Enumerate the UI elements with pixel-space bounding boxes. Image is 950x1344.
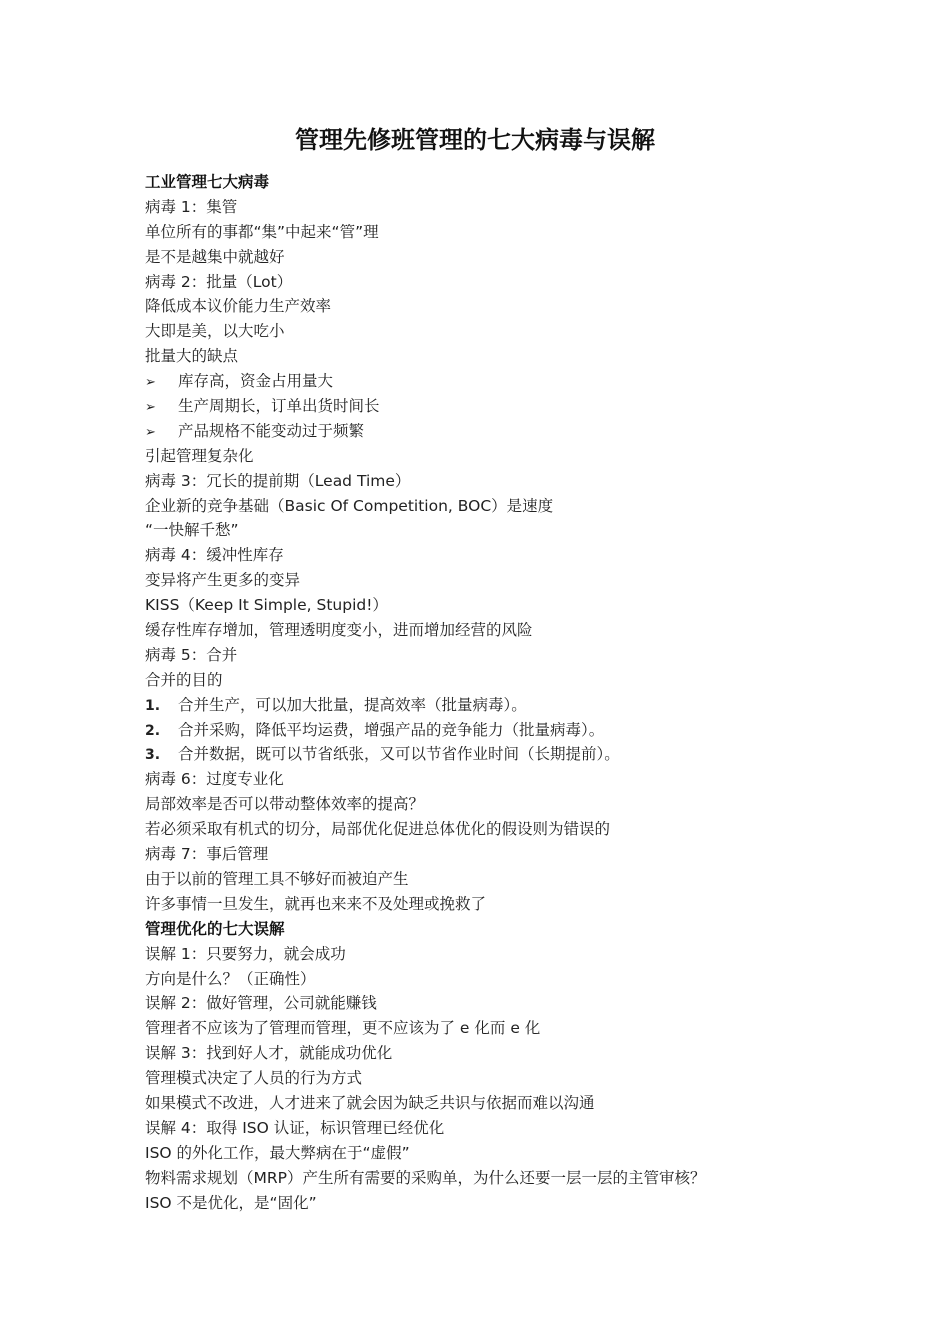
- list-number: 3.: [145, 747, 161, 764]
- bullet-list-item: [145, 369, 845, 394]
- bullet-arrow-icon: ➢: [145, 400, 156, 416]
- text-line-content: 大即是美，以大吃小: [145, 322, 285, 341]
- text-line: [145, 792, 845, 817]
- text-line: [145, 518, 845, 543]
- text-line: [145, 767, 845, 792]
- bullet-list-item: [145, 419, 845, 444]
- text-line: [145, 1091, 845, 1116]
- text-line: [145, 543, 845, 568]
- text-line: [145, 469, 845, 494]
- section-heading: [145, 917, 845, 942]
- text-line-content: 局部效率是否可以带动整体效率的提高？: [145, 795, 425, 814]
- text-line: [145, 942, 845, 967]
- text-line: [145, 1141, 845, 1166]
- numbered-list-item: [145, 693, 845, 718]
- text-line: [145, 867, 845, 892]
- text-line-content: 是不是越集中就越好: [145, 247, 285, 266]
- text-line: [145, 319, 845, 344]
- text-line-content: 方向是什么？（正确性）: [145, 969, 316, 988]
- text-line: [145, 568, 845, 593]
- text-line: [145, 1041, 845, 1066]
- text-line: [145, 892, 845, 917]
- list-item-text: 库存高，资金占用量大: [178, 372, 334, 391]
- text-line-content: 病毒 7：事后管理: [145, 845, 269, 864]
- text-line: [145, 294, 845, 319]
- text-line-content: 单位所有的事都“集”中起来“管”理: [145, 222, 379, 241]
- text-line-content: 病毒 4：缓冲性库存: [145, 546, 284, 565]
- list-number: 1.: [145, 697, 161, 714]
- text-line: [145, 444, 845, 469]
- section-heading-text: 管理优化的七大误解: [145, 919, 285, 938]
- text-line: [145, 817, 845, 842]
- text-line-content: 管理者不应该为了管理而管理，更不应该为了 e 化而 e 化: [145, 1019, 541, 1038]
- text-line: [145, 245, 845, 270]
- text-line: [145, 1066, 845, 1091]
- text-line-content: 病毒 1：集管: [145, 197, 238, 216]
- text-line-content: 物料需求规划（MRP）产生所有需要的采购单，为什么还要一层一层的主管审核？: [145, 1168, 706, 1187]
- text-line: [145, 195, 845, 220]
- text-line-content: 管理模式决定了人员的行为方式: [145, 1069, 363, 1088]
- text-line-content: 批量大的缺点: [145, 347, 239, 366]
- bullet-arrow-icon: ➢: [145, 375, 156, 391]
- text-line-content: KISS（Keep It Simple, Stupid!）: [145, 596, 388, 615]
- text-line-content: 误解 3：找到好人才，就能成功优化: [145, 1044, 393, 1063]
- text-line: [145, 668, 845, 693]
- text-line: [145, 1166, 845, 1191]
- text-line-content: 病毒 6：过度专业化: [145, 770, 284, 789]
- list-number: 2.: [145, 722, 161, 739]
- text-line: [145, 967, 845, 992]
- bullet-list-item: [145, 394, 845, 419]
- text-line-content: 缓存性库存增加，管理透明度变小，进而增加经营的风险: [145, 621, 533, 640]
- text-line-content: ISO 的外化工作，最大弊病在于“虚假”: [145, 1143, 410, 1162]
- bullet-arrow-icon: ➢: [145, 424, 156, 440]
- text-line-content: ISO 不是优化，是“固化”: [145, 1193, 317, 1212]
- text-line-content: 引起管理复杂化: [145, 446, 254, 465]
- text-line-content: 由于以前的管理工具不够好而被迫产生: [145, 869, 409, 888]
- text-line-content: 误解 1：只要努力，就会成功: [145, 944, 346, 963]
- text-line-content: 变异将产生更多的变异: [145, 571, 301, 590]
- numbered-list-item: [145, 742, 845, 767]
- text-line-content: 病毒 5：合并: [145, 645, 238, 664]
- text-line-content: 许多事情一旦发生，就再也来来不及处理或挽救了: [145, 894, 487, 913]
- text-line: [145, 1116, 845, 1141]
- text-line-content: 合并的目的: [145, 670, 223, 689]
- section-heading: [145, 170, 845, 195]
- text-line-content: 企业新的竞争基础（Basic Of Competition, BOC）是速度: [145, 496, 554, 515]
- text-line: [145, 1016, 845, 1041]
- text-line-content: 误解 2：做好管理，公司就能赚钱: [145, 994, 377, 1013]
- text-line: [145, 1191, 845, 1216]
- list-item-text: 合并数据，既可以节省纸张，又可以节省作业时间（长期提前）。: [178, 745, 620, 764]
- list-item-text: 生产周期长，订单出货时间长: [178, 397, 380, 416]
- section-heading-text: 工业管理七大病毒: [145, 173, 270, 191]
- text-line: [145, 344, 845, 369]
- text-line: [145, 618, 845, 643]
- text-line: [145, 593, 845, 618]
- text-line: [145, 220, 845, 245]
- text-line: [145, 494, 845, 519]
- text-line-content: 如果模式不改进，人才进来了就会因为缺乏共识与依据而难以沟通: [145, 1093, 595, 1112]
- numbered-list-item: [145, 718, 845, 743]
- text-line-content: 若必须采取有机式的切分，局部优化促进总体优化的假设则为错误的: [145, 820, 611, 839]
- list-item-text: 产品规格不能变动过于频繁: [178, 421, 365, 440]
- list-item-text: 合并采购，降低平均运费，增强产品的竞争能力（批量病毒）。: [178, 720, 605, 739]
- page-title: 管理先修班管理的七大病毒与误解: [295, 126, 655, 154]
- text-line-content: 病毒 2：批量（Lot）: [145, 272, 293, 291]
- document-body: [145, 170, 845, 1215]
- list-item-text: 合并生产，可以加大批量，提高效率（批量病毒）。: [178, 695, 527, 714]
- text-line-content: 降低成本议价能力生产效率: [145, 297, 332, 316]
- text-line: [145, 842, 845, 867]
- text-line: [145, 991, 845, 1016]
- text-line-content: 病毒 3：冗长的提前期（Lead Time）: [145, 471, 411, 490]
- text-line: [145, 643, 845, 668]
- text-line: [145, 270, 845, 295]
- text-line-content: “一快解千愁”: [145, 521, 239, 540]
- text-line-content: 误解 4：取得 ISO 认证，标识管理已经优化: [145, 1118, 445, 1137]
